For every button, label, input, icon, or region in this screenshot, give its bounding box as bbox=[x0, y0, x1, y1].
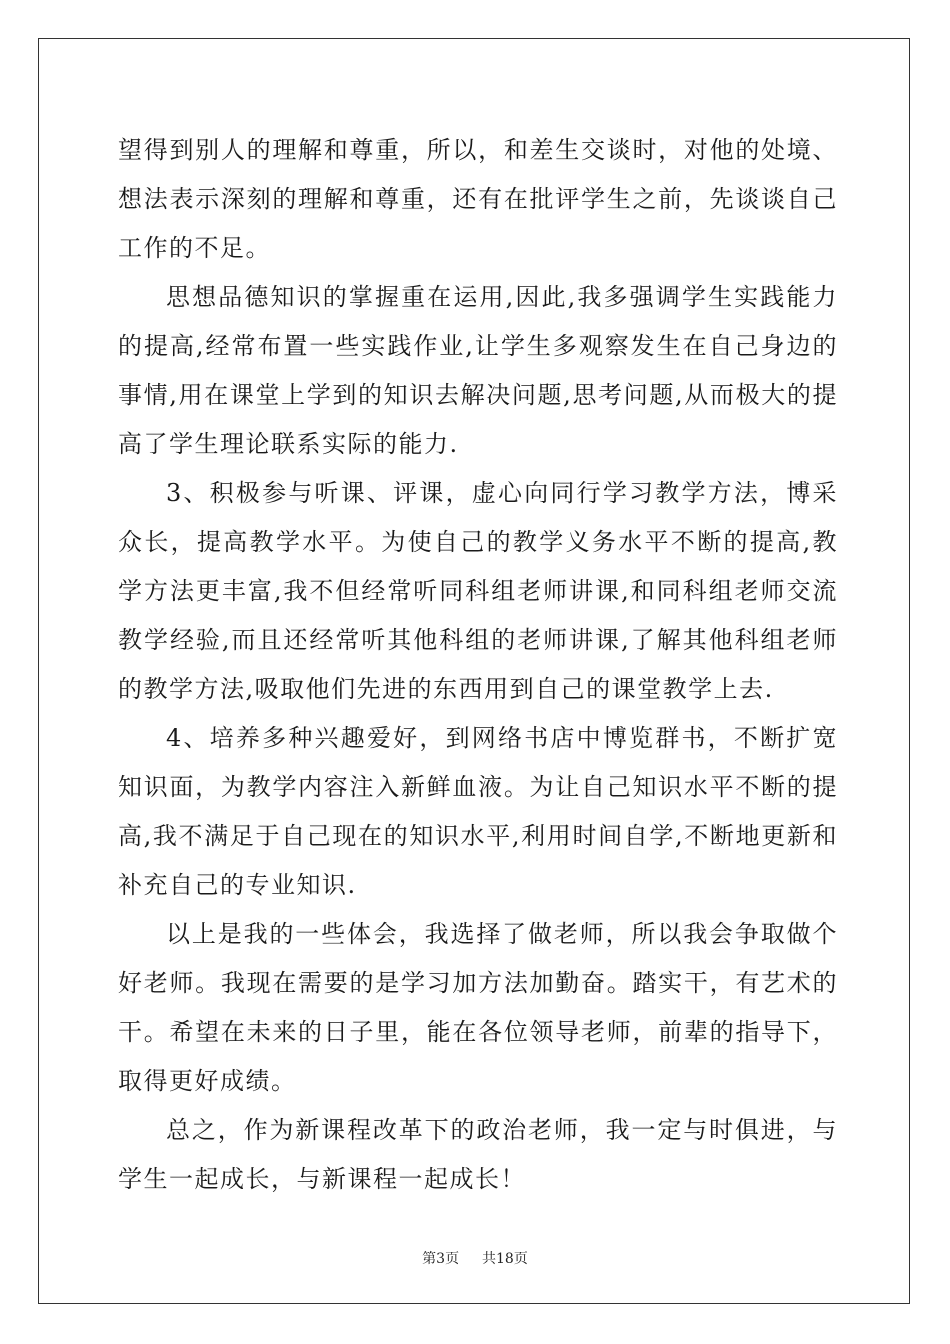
page-footer bbox=[0, 1248, 950, 1268]
paragraph-4: 4、培养多种兴趣爱好，到网络书店中博览群书，不断扩宽知识面，为教学内容注入新鲜血液。为让自己知识水平不断的提高,我不满足于自己现在的知识水平,利用时间自学,不断地更新和补充自己的专业知识. bbox=[118, 724, 838, 899]
paragraph-1: 望得到别人的理解和尊重，所以，和差生交谈时，对他的处境、想法表示深刻的理解和尊重，还有在批评学生之前，先谈谈自己工作的不足。 bbox=[118, 136, 838, 262]
paragraph-6: 总之，作为新课程改革下的政治老师，我一定与时俱进，与学生一起成长，与新课程一起成长！ bbox=[118, 1116, 838, 1193]
page-number-total: 共18页 bbox=[482, 1251, 528, 1267]
paragraph-3: 3、积极参与听课、评课，虚心向同行学习教学方法，博采众长，提高教学水平。为使自己的教学义务水平不断的提高,教学方法更丰富,我不但经常听同科组老师讲课,和同科组老师交流教学经验,而且还经常听其他科组的老师讲课,了解其他科组老师的教学方法,吸取他们先进的东西用到自己的课堂教学上去. bbox=[118, 479, 838, 703]
paragraph-5: 以上是我的一些体会，我选择了做老师，所以我会争取做个好老师。我现在需要的是学习加方法加勤奋。踏实干，有艺术的干。希望在未来的日子里，能在各位领导老师，前辈的指导下，取得更好成绩。 bbox=[118, 920, 838, 1095]
paragraph-2: 思想品德知识的掌握重在运用,因此,我多强调学生实践能力的提高,经常布置一些实践作业,让学生多观察发生在自己身边的事情,用在课堂上学到的知识去解决问题,思考问题,从而极大的提高了学生理论联系实际的能力. bbox=[118, 283, 838, 458]
page-number-current: 第3页 bbox=[422, 1251, 460, 1267]
document-body bbox=[118, 126, 838, 1204]
